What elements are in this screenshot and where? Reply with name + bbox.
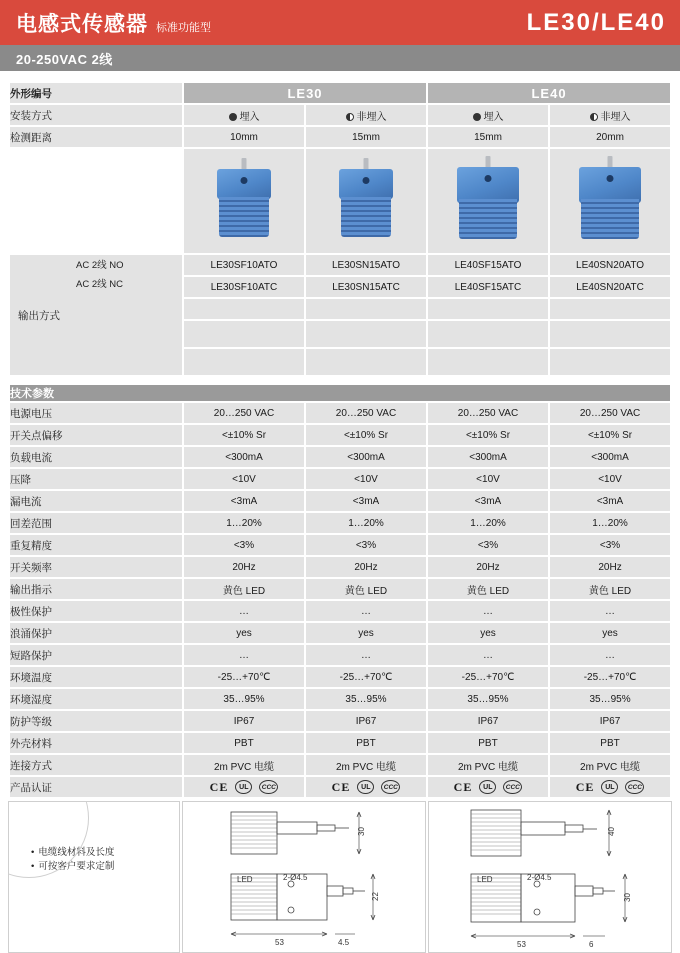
cert-cell-3: [428, 777, 548, 797]
tech-value: 黄色 LED: [428, 579, 548, 599]
tech-value: -25…+70℃: [184, 667, 304, 687]
tech-label: 短路保护: [10, 645, 182, 665]
cert-label: 产品认证: [10, 777, 182, 797]
tech-value: <±10% Sr: [428, 425, 548, 445]
model-name: LE30/LE40: [526, 8, 666, 36]
customization-note: [8, 801, 180, 953]
table-row: [10, 535, 670, 555]
tech-value: 黄色 LED: [306, 579, 426, 599]
table-row-distance: [10, 127, 670, 147]
table-row: [10, 447, 670, 467]
table-row: [10, 579, 670, 599]
tech-label: 开关点偏移: [10, 425, 182, 445]
table-row: [10, 491, 670, 511]
tech-value: 20Hz: [550, 557, 670, 577]
tech-label: 外壳材料: [10, 733, 182, 753]
tech-label: 漏电流: [10, 491, 182, 511]
tech-value: IP67: [184, 711, 304, 731]
tech-value: …: [306, 601, 426, 621]
output-value-4-2: [306, 321, 426, 347]
drawing-label-len: 53: [517, 940, 526, 949]
tech-value: <300mA: [550, 447, 670, 467]
output-value-3-4: [550, 299, 670, 319]
mounting-value-1: 埋入: [184, 105, 304, 125]
drawing-label-led: LED: [237, 875, 253, 884]
tech-value: PBT: [306, 733, 426, 753]
tech-value: 2m PVC 电缆: [550, 755, 670, 775]
table-row-shape: [10, 83, 670, 103]
tech-value: <3mA: [550, 491, 670, 511]
table-row-certification: [10, 777, 670, 797]
table-row-output-1: [10, 255, 670, 275]
distance-value-1: 10mm: [184, 127, 304, 147]
output-value-3-2: [306, 299, 426, 319]
full-circle-icon: [473, 113, 481, 121]
product-image-le40sf: [428, 149, 548, 253]
output-value-2-1: LE30SF10ATC: [184, 277, 304, 297]
note-line-2: • 可按客户要求定制: [31, 860, 179, 874]
tech-label: 负载电流: [10, 447, 182, 467]
tech-label: 回差范围: [10, 513, 182, 533]
sensor-icon: [339, 167, 393, 237]
tech-value: PBT: [428, 733, 548, 753]
table-row: [10, 469, 670, 489]
tech-value: <10V: [550, 469, 670, 489]
ul-icon: UL: [601, 780, 618, 794]
ul-icon: UL: [235, 780, 252, 794]
ccc-icon: CCC: [259, 780, 278, 794]
output-value-3-1: [184, 299, 304, 319]
group-header-le30: LE30: [184, 83, 426, 103]
output-value-4-3: [428, 321, 548, 347]
drawings-footer: [0, 799, 680, 953]
table-row-product-images: [10, 149, 670, 253]
distance-value-4: 20mm: [550, 127, 670, 147]
tech-value: <10V: [184, 469, 304, 489]
tech-value: <3mA: [428, 491, 548, 511]
tech-value: 黄色 LED: [184, 579, 304, 599]
output-value-1-4: LE40SN20ATO: [550, 255, 670, 275]
tech-value: <3%: [428, 535, 548, 555]
tech-value: <3%: [550, 535, 670, 555]
output-value-1-1: LE30SF10ATO: [184, 255, 304, 275]
tech-value: 20…250 VAC: [550, 403, 670, 423]
tech-value: yes: [428, 623, 548, 643]
output-value-5-2: [306, 349, 426, 375]
page-header: [0, 0, 680, 45]
shape-label: 外形编号: [10, 83, 182, 103]
tech-value: 1…20%: [184, 513, 304, 533]
output-sub-5: [70, 331, 182, 348]
group-header-le40: LE40: [428, 83, 670, 103]
tech-value: …: [428, 601, 548, 621]
drawing-label-h2: 30: [623, 893, 632, 902]
table-row: [10, 755, 670, 775]
distance-value-2: 15mm: [306, 127, 426, 147]
tech-value: …: [306, 645, 426, 665]
tech-value: <±10% Sr: [184, 425, 304, 445]
ce-icon: CE: [575, 779, 595, 794]
mounting-label: 安装方式: [10, 105, 182, 125]
image-row-spacer: [10, 149, 182, 253]
drawing-label-h2: 22: [371, 892, 380, 901]
half-circle-icon: [590, 113, 598, 121]
tech-value: 1…20%: [550, 513, 670, 533]
header-left: [16, 8, 211, 38]
LE30-dimension-drawing: [182, 801, 426, 953]
drawing-label-hole: 2-Ø4.5: [283, 873, 308, 882]
tech-value: 2m PVC 电缆: [184, 755, 304, 775]
ul-icon: UL: [357, 780, 374, 794]
ccc-icon: CCC: [381, 780, 400, 794]
drawing-label-len: 53: [275, 938, 284, 947]
tech-value: 20Hz: [428, 557, 548, 577]
tech-label: 环境湿度: [10, 689, 182, 709]
tech-value: IP67: [428, 711, 548, 731]
sensor-icon: [217, 167, 271, 237]
product-image-le30sn: [306, 149, 426, 253]
table-row: [10, 425, 670, 445]
tech-label: 浪涌保护: [10, 623, 182, 643]
tech-value: 2m PVC 电缆: [306, 755, 426, 775]
tech-label: 开关频率: [10, 557, 182, 577]
tech-value: <300mA: [306, 447, 426, 467]
half-circle-icon: [346, 113, 354, 121]
output-value-5-3: [428, 349, 548, 375]
table-row-mounting: [10, 105, 670, 125]
tech-value: <10V: [428, 469, 548, 489]
tech-value: <3mA: [184, 491, 304, 511]
table-row: [10, 645, 670, 665]
mounting-value-2: 非埋入: [306, 105, 426, 125]
tech-label: 连接方式: [10, 755, 182, 775]
distance-label: 检测距离: [10, 127, 182, 147]
drawing-label-h1: 30: [357, 827, 366, 836]
tech-value: <300mA: [428, 447, 548, 467]
page-title: 电感式传感器: [16, 12, 148, 36]
output-value-2-3: LE40SF15ATC: [428, 277, 548, 297]
tech-value: …: [550, 601, 670, 621]
ce-icon: CE: [331, 779, 351, 794]
tech-label: 压降: [10, 469, 182, 489]
mounting-value-3: 埋入: [428, 105, 548, 125]
LE40-dimension-drawing: [428, 801, 672, 953]
drawing-label-hole: 2-Ø4.5: [527, 873, 552, 882]
tech-value: 20…250 VAC: [184, 403, 304, 423]
table-row: [10, 513, 670, 533]
output-sub-2: AC 2线 NC: [70, 274, 182, 291]
tech-value: IP67: [306, 711, 426, 731]
output-value-4-1: [184, 321, 304, 347]
distance-value-3: 15mm: [428, 127, 548, 147]
drawing-label-h1: 40: [607, 827, 616, 836]
table-row: [10, 733, 670, 753]
cert-cell-1: [184, 777, 304, 797]
tech-value: 黄色 LED: [550, 579, 670, 599]
table-row: [10, 711, 670, 731]
tech-value: <±10% Sr: [550, 425, 670, 445]
tech-value: 20…250 VAC: [428, 403, 548, 423]
tech-value: -25…+70℃: [428, 667, 548, 687]
tech-label: 输出指示: [10, 579, 182, 599]
table-row: [10, 403, 670, 423]
tech-value: PBT: [184, 733, 304, 753]
drawing-label-led: LED: [477, 875, 493, 884]
tech-value: <300mA: [184, 447, 304, 467]
table-row: [10, 601, 670, 621]
cert-cell-4: [550, 777, 670, 797]
ul-icon: UL: [479, 780, 496, 794]
tech-value: IP67: [550, 711, 670, 731]
tech-value: 1…20%: [428, 513, 548, 533]
ccc-icon: CCC: [503, 780, 522, 794]
tech-value: …: [184, 645, 304, 665]
sensor-icon: [457, 165, 519, 239]
output-sub-3: [70, 293, 182, 310]
tech-value: …: [428, 645, 548, 665]
output-label: 输出方式: [18, 309, 60, 322]
product-image-le30sf: [184, 149, 304, 253]
voltage-band: 20-250VAC 2线: [0, 45, 680, 71]
output-label-cell: [10, 255, 182, 375]
drawing-label-d: 4.5: [338, 938, 350, 947]
tech-value: yes: [550, 623, 670, 643]
output-value-2-4: LE40SN20ATC: [550, 277, 670, 297]
tech-value: <3mA: [306, 491, 426, 511]
ce-icon: CE: [209, 779, 229, 794]
page-subtitle: 标准功能型: [156, 21, 211, 34]
tech-value: …: [184, 601, 304, 621]
ccc-icon: CCC: [625, 780, 644, 794]
product-image-le40sn: [550, 149, 670, 253]
tech-value: -25…+70℃: [550, 667, 670, 687]
output-sub-1: AC 2线 NO: [70, 255, 182, 272]
note-line-1: • 电缆线材料及长度: [31, 846, 179, 860]
table-row: [10, 689, 670, 709]
output-value-1-2: LE30SN15ATO: [306, 255, 426, 275]
output-value-5-1: [184, 349, 304, 375]
tech-value: <3%: [184, 535, 304, 555]
sensor-icon: [579, 165, 641, 239]
tech-section-header-row: [10, 385, 670, 401]
tech-value: -25…+70℃: [306, 667, 426, 687]
cert-cell-2: [306, 777, 426, 797]
tech-value: 20Hz: [184, 557, 304, 577]
tech-label: 防护等级: [10, 711, 182, 731]
output-value-5-4: [550, 349, 670, 375]
output-sub-4: [70, 312, 182, 329]
output-value-4-4: [550, 321, 670, 347]
tech-value: yes: [184, 623, 304, 643]
tech-section-title: 技术参数: [10, 385, 670, 401]
tech-value: 35…95%: [184, 689, 304, 709]
tech-label: 环境温度: [10, 667, 182, 687]
ce-icon: CE: [453, 779, 473, 794]
table-row: [10, 623, 670, 643]
full-circle-icon: [229, 113, 237, 121]
output-value-1-3: LE40SF15ATO: [428, 255, 548, 275]
model-selection-table: [8, 81, 672, 377]
tech-value: 35…95%: [428, 689, 548, 709]
tech-value: 20…250 VAC: [306, 403, 426, 423]
tech-value: PBT: [550, 733, 670, 753]
tech-value: yes: [306, 623, 426, 643]
table-row: [10, 557, 670, 577]
tech-value: 35…95%: [306, 689, 426, 709]
tech-label: 极性保护: [10, 601, 182, 621]
tech-value: 35…95%: [550, 689, 670, 709]
tech-value: <3%: [306, 535, 426, 555]
technical-parameters-table: [8, 383, 672, 799]
tech-value: 1…20%: [306, 513, 426, 533]
tech-value: 2m PVC 电缆: [428, 755, 548, 775]
tech-value: <±10% Sr: [306, 425, 426, 445]
tech-value: 20Hz: [306, 557, 426, 577]
output-value-2-2: LE30SN15ATC: [306, 277, 426, 297]
tech-label: 重复精度: [10, 535, 182, 555]
tech-value: <10V: [306, 469, 426, 489]
output-value-3-3: [428, 299, 548, 319]
drawing-label-d: 6: [589, 940, 594, 949]
tech-value: …: [550, 645, 670, 665]
mounting-value-4: 非埋入: [550, 105, 670, 125]
table-row: [10, 667, 670, 687]
tech-label: 电源电压: [10, 403, 182, 423]
